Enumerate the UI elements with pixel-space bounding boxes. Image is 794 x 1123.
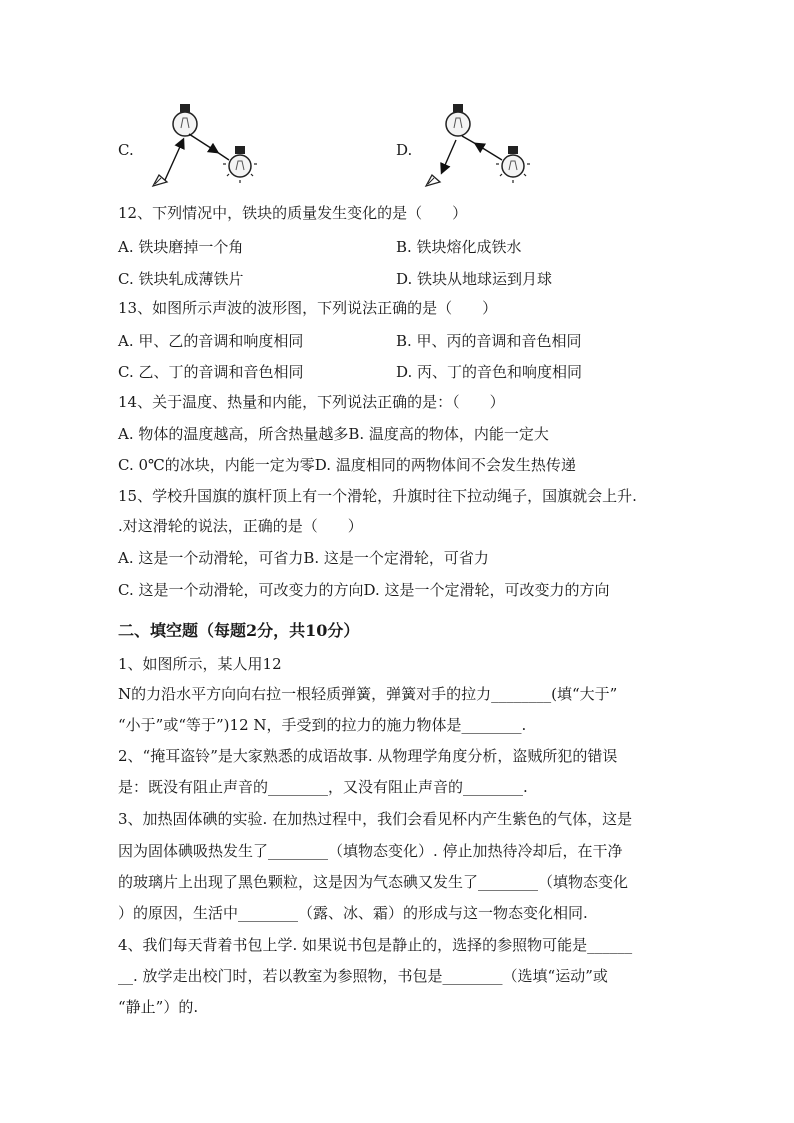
section-2-title: 二、填空题（每题2分，共10分） — [118, 621, 360, 640]
question-12-option-d: D. 铁块从地球运到月球 — [396, 270, 553, 288]
question-12-option-a: A. 铁块磨掉一个角 — [118, 238, 244, 256]
question-15-options-ab: A. 这是一个动滑轮，可省力B. 这是一个定滑轮，可省力 — [118, 549, 489, 567]
fill-1-line-2: N的力沿水平方向向右拉一根轻质弹簧，弹簧对手的拉力________(填“大于” — [118, 685, 618, 703]
fill-1-line-3: “小于”或“等于”)12 N，手受到的拉力的施力物体是________. — [118, 716, 527, 734]
fill-1-line-1: 1、如图所示，某人用12 — [118, 655, 282, 673]
fill-3-line-2: 因为固体碘吸热发生了________（填物态变化）. 停止加热待冷却后，在干净 — [118, 842, 623, 860]
option-d-label: D. — [396, 141, 413, 159]
question-15-options-cd: C. 这是一个动滑轮，可改变力的方向D. 这是一个定滑轮，可改变力的方向 — [118, 581, 610, 599]
question-15-stem-line-2: .对这滑轮的说法，正确的是（ ） — [118, 517, 363, 535]
option-c-diagram — [145, 100, 265, 195]
fill-4-line-1: 4、我们每天背着书包上学. 如果说书包是静止的，选择的参照物可能是______ — [118, 936, 633, 954]
option-c-label: C. — [118, 141, 134, 159]
question-12-option-c: C. 铁块轧成薄铁片 — [118, 270, 244, 288]
bulb-icon — [173, 104, 197, 136]
light-ray-down — [189, 134, 217, 152]
question-14-options-cd: C. 0℃的冰块，内能一定为零D. 温度相同的两物体间不会发生热传递 — [118, 456, 576, 474]
light-ray-left — [476, 144, 502, 160]
glowing-bulb-icon — [496, 146, 530, 183]
question-13-option-a: A. 甲、乙的音调和响度相同 — [118, 332, 304, 350]
question-12-option-b: B. 铁块熔化成铁水 — [396, 238, 522, 256]
fill-2-line-2: 是：既没有阻止声音的________，又没有阻止声音的________. — [118, 778, 528, 796]
fill-4-line-3: “静止”）的. — [118, 998, 199, 1016]
question-13-option-d: D. 丙、丁的音色和响度相同 — [396, 363, 583, 381]
fill-4-line-2: __. 放学走出校门时，若以教室为参照物，书包是________（选填“运动”或 — [118, 967, 608, 985]
eye-icon — [426, 175, 440, 186]
fill-2-line-1: 2、“掩耳盗铃”是大家熟悉的成语故事. 从物理学角度分析，盗贼所犯的错误 — [118, 747, 618, 765]
light-ray-up — [165, 140, 183, 180]
question-13-option-b: B. 甲、丙的音调和音色相同 — [396, 332, 582, 350]
fill-3-line-4: ）的原因，生活中________（露、冰、霜）的形成与这一物态变化相同. — [118, 904, 588, 922]
fill-3-line-1: 3、加热固体碘的实验. 在加热过程中，我们会看见杯内产生紫色的气体，这是 — [118, 810, 633, 828]
light-ray-down — [442, 140, 456, 172]
question-14-stem: 14、关于温度、热量和内能，下列说法正确的是：（ ） — [118, 393, 505, 411]
bulb-icon — [446, 104, 470, 136]
question-13-stem: 13、如图所示声波的波形图，下列说法正确的是（ ） — [118, 299, 498, 317]
glowing-bulb-icon — [223, 146, 257, 183]
question-14-options-ab: A. 物体的温度越高，所含热量越多B. 温度高的物体，内能一定大 — [118, 425, 549, 443]
question-13-option-c: C. 乙、丁的音调和音色相同 — [118, 363, 304, 381]
question-15-stem-line-1: 15、学校升国旗的旗杆顶上有一个滑轮，升旗时往下拉动绳子，国旗就会上升. — [118, 487, 637, 505]
question-12-stem: 12、下列情况中，铁块的质量发生变化的是（ ） — [118, 204, 468, 222]
fill-3-line-3: 的玻璃片上出现了黑色颗粒，这是因为气态碘又发生了________（填物态变化 — [118, 873, 629, 891]
eye-icon — [153, 175, 167, 186]
option-d-diagram — [418, 100, 538, 195]
